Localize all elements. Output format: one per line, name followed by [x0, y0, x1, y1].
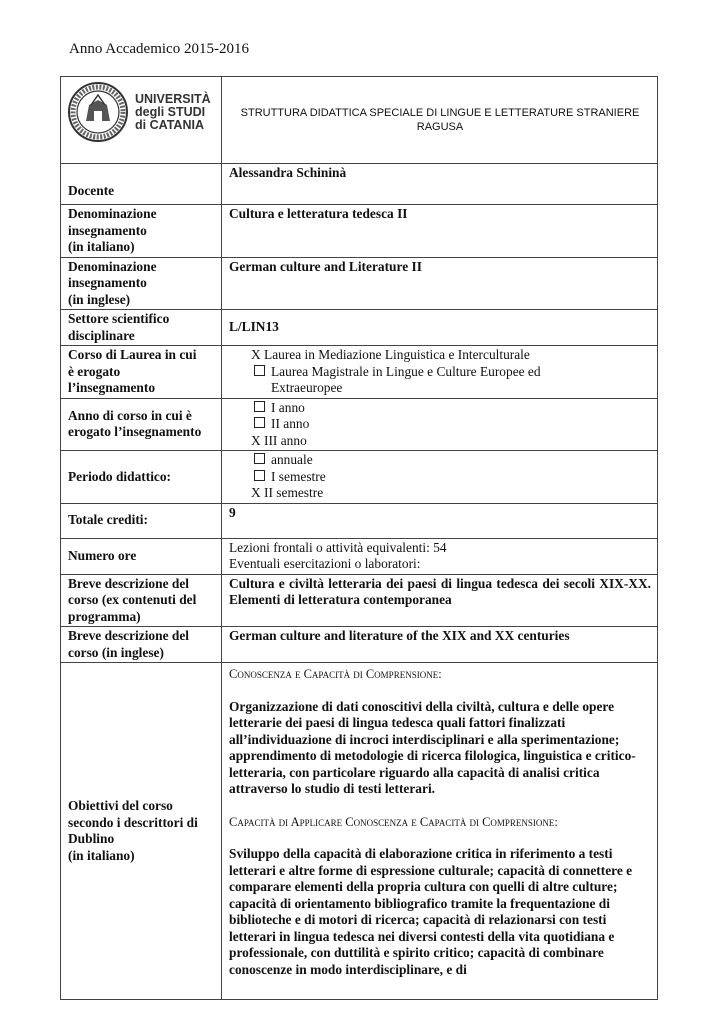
university-seal-icon [67, 81, 129, 143]
breve-it-label: Breve descrizione del corso (ex contenuti del programma) [61, 574, 222, 627]
heading-applicare: Capacità di Applicare Conoscenza e Capacità di Comprensione: [229, 814, 558, 829]
numero-ore-label: Numero ore [61, 538, 222, 574]
paragraph-conoscenza: Organizzazione di dati conoscitivi della civiltà, cultura e delle opere letterarie dei paesi di lingua tedesca quali fattori finalizzati all’individuazione di incroci interdisciplinari e alla sperimentazione; apprendimento di metodologie di ricerca filologica, linguistica e critico-letteraria, con particolare riguardo alla capacità di analisi critica attraverso lo studio di testi letterari. [229, 698, 636, 796]
crediti-label: Totale crediti: [61, 503, 222, 538]
crediti-value: 9 [222, 503, 658, 538]
corso-laurea-label: Corso di Laurea in cui è erogato l’insegnamento [61, 346, 222, 399]
row-crediti [61, 503, 658, 538]
row-docente [61, 164, 658, 205]
denominazione-it-value: Cultura e letteratura tedesca II [222, 205, 658, 258]
periodo-label: Periodo didattico: [61, 451, 222, 504]
row-corso-laurea [61, 346, 658, 399]
heading-conoscenza: Conoscenza e Capacità di Comprensione: [229, 667, 442, 681]
row-numero-ore [61, 538, 658, 574]
denominazione-it-label: Denominazione insegnamento (in italiano) [61, 205, 222, 258]
corso-option-magistrale-cont: Extraeuropee [271, 380, 343, 395]
periodo-options [222, 451, 658, 504]
obiettivi-label: Obiettivi del corso secondo i descrittori di Dublino (in italiano) [61, 663, 222, 1000]
docente-label: Docente [61, 164, 222, 205]
anno-option-1: I anno [229, 400, 651, 417]
breve-en-label: Breve descrizione del corso (in inglese) [61, 627, 222, 663]
anno-corso-options [222, 398, 658, 451]
breve-it-value: Cultura e civiltà letteraria dei paesi di lingua tedesca dei secoli XIX-XX. Elementi di letteratura contemporanea [222, 574, 658, 627]
settore-value: L/LIN13 [222, 310, 658, 346]
logo-line-3: di CATANIA [135, 117, 204, 132]
ore-lezioni: Lezioni frontali o attività equivalenti: 54 [229, 539, 447, 555]
logo-line-2: degli STUDI [135, 104, 206, 119]
anno-option-2: II anno [229, 416, 651, 433]
numero-ore-value [222, 538, 658, 574]
breve-en-value: German culture and literature of the XIX and XX centuries [222, 627, 658, 663]
checkbox-icon [254, 470, 265, 481]
denominazione-en-value: German culture and Literature II [222, 257, 658, 310]
logo-line-1: UNIVERSITÀ [135, 91, 211, 106]
denominazione-en-label: Denominazione insegnamento (in inglese) [61, 257, 222, 310]
checkbox-icon [254, 365, 265, 376]
row-obiettivi [61, 663, 658, 1000]
course-info-table [60, 76, 658, 1000]
checkbox-icon [254, 453, 265, 464]
settore-label: Settore scientifico disciplinare [61, 310, 222, 346]
row-settore [61, 310, 658, 346]
logo-cell [61, 77, 222, 164]
structure-name: STRUTTURA DIDATTICA SPECIALE DI LINGUE E LETTERATURE STRANIERE [240, 107, 640, 119]
periodo-option-annuale: annuale [229, 452, 651, 469]
obiettivi-value [222, 663, 658, 1000]
docente-value: Alessandra Schininà [222, 164, 658, 205]
ore-esercitazioni: Eventuali esercitazioni o laboratori: [229, 556, 421, 571]
row-denominazione-it [61, 205, 658, 258]
paragraph-applicare: Sviluppo della capacità di elaborazione critica in riferimento a testi letterari e altre forme di espressione culturale; capacità di connettere e comparare elementi della propria cultura con quelli di altre culture; capacità di orientamento bibliografico tramite la frequentazione di biblioteche e di motori di ricerca; capacità di relazionarsi con testi letterari in lingua tedesca nei diversi contesti della vita quotidiana e professionale, con duttilità e spirito critico; capacità di combinare conoscenze in modo interdisciplinare, e di [229, 846, 633, 977]
periodo-option-1sem: I semestre [229, 469, 651, 486]
anno-option-3: X III anno [251, 432, 307, 448]
row-periodo [61, 451, 658, 504]
corso-laurea-options [222, 346, 658, 399]
row-denominazione-en [61, 257, 658, 310]
corso-option-mediazione: X Laurea in Mediazione Linguistica e Interculturale [251, 347, 530, 362]
periodo-option-2sem: X II semestre [251, 485, 324, 500]
academic-year: Anno Accademico 2015-2016 [69, 41, 249, 57]
checkbox-icon [254, 401, 265, 412]
structure-location: RAGUSA [416, 121, 464, 133]
checkbox-icon [254, 417, 265, 428]
corso-option-magistrale: Laurea Magistrale in Lingue e Culture Europee ed [229, 364, 651, 381]
row-anno-corso [61, 398, 658, 451]
header-row [61, 77, 658, 164]
row-breve-it [61, 574, 658, 627]
structure-cell [222, 77, 658, 164]
row-breve-en [61, 627, 658, 663]
anno-corso-label: Anno di corso in cui è erogato l’insegnamento [61, 398, 222, 451]
